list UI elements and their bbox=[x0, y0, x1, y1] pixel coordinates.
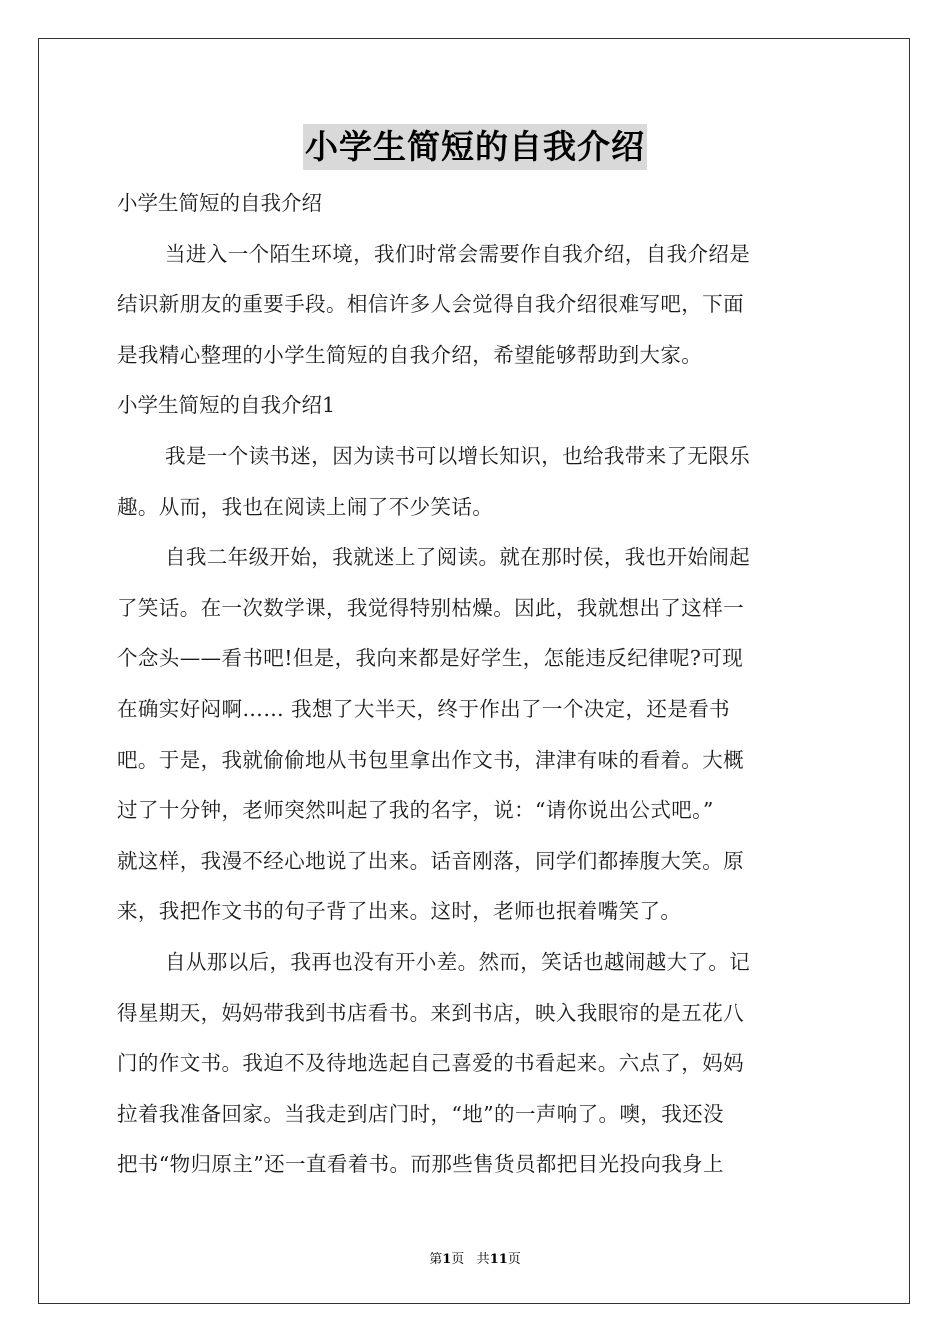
page-total-prefix: 共 bbox=[476, 1252, 490, 1267]
document-title bbox=[0, 124, 950, 172]
page-footer bbox=[0, 1248, 950, 1267]
text-line: 我是一个读书迷，因为读书可以增长知识，也给我带来了无限乐 bbox=[165, 443, 751, 468]
text-line: 得星期天，妈妈带我到书店看书。来到书店，映入我眼帘的是五花八 bbox=[117, 1000, 744, 1025]
page-total-suffix: 页 bbox=[507, 1252, 521, 1267]
text-line: 拉着我准备回家。当我走到店门时，“地”的一声响了。噢，我还没 bbox=[117, 1101, 724, 1126]
section-heading: 小学生简短的自我介绍 bbox=[117, 191, 322, 215]
page-number-prefix: 第 bbox=[429, 1252, 443, 1267]
text-line: 当进入一个陌生环境，我们时常会需要作自我介绍，自我介绍是 bbox=[165, 241, 751, 266]
text-line: 结识新朋友的重要手段。相信许多人会觉得自我介绍很难写吧，下面 bbox=[117, 292, 744, 317]
text-line: 过了十分钟，老师突然叫起了我的名字，说：“请你说出公式吧。” bbox=[117, 798, 714, 823]
text-line: 吧。于是，我就偷偷地从书包里拿出作文书，津津有味的看着。大概 bbox=[117, 747, 744, 772]
document-body bbox=[117, 178, 833, 1190]
document-title-text: 小学生简短的自我介绍 bbox=[303, 124, 647, 170]
text-line: 来，我把作文书的句子背了出来。这时，老师也抿着嘴笑了。 bbox=[117, 899, 682, 924]
text-line: 门的作文书。我迫不及待地选起自己喜爱的书看起来。六点了，妈妈 bbox=[117, 1051, 744, 1076]
text-line: 就这样，我漫不经心地说了出来。话音刚落，同学们都捧腹大笑。原 bbox=[117, 848, 744, 873]
page-total: 11 bbox=[489, 1252, 508, 1267]
text-line: 了笑话。在一次数学课，我觉得特别枯燥。因此，我就想出了这样一 bbox=[117, 595, 744, 620]
text-line: 自从那以后，我再也没有开小差。然而，笑话也越闹越大了。记 bbox=[165, 949, 751, 974]
page-number-suffix: 页 bbox=[451, 1252, 465, 1267]
text-line: 把书“物归原主”还一直看着书。而那些售货员都把目光投向我身上 bbox=[117, 1152, 724, 1177]
text-line: 趣。从而，我也在阅读上闹了不少笑话。 bbox=[117, 494, 494, 519]
text-line: 自我二年级开始，我就迷上了阅读。就在那时侯，我也开始闹起 bbox=[165, 545, 751, 570]
page-number: 1 bbox=[442, 1252, 452, 1267]
text-line: 是我精心整理的小学生简短的自我介绍，希望能够帮助到大家。 bbox=[117, 342, 703, 367]
section-heading: 小学生简短的自我介绍1 bbox=[117, 393, 336, 418]
text-line: 在确实好闷啊…… 我想了大半天，终于作出了一个决定，还是看书 bbox=[117, 696, 731, 721]
text-line: 个念头——看书吧!但是，我向来都是好学生，怎能违反纪律呢?可现 bbox=[117, 646, 744, 671]
